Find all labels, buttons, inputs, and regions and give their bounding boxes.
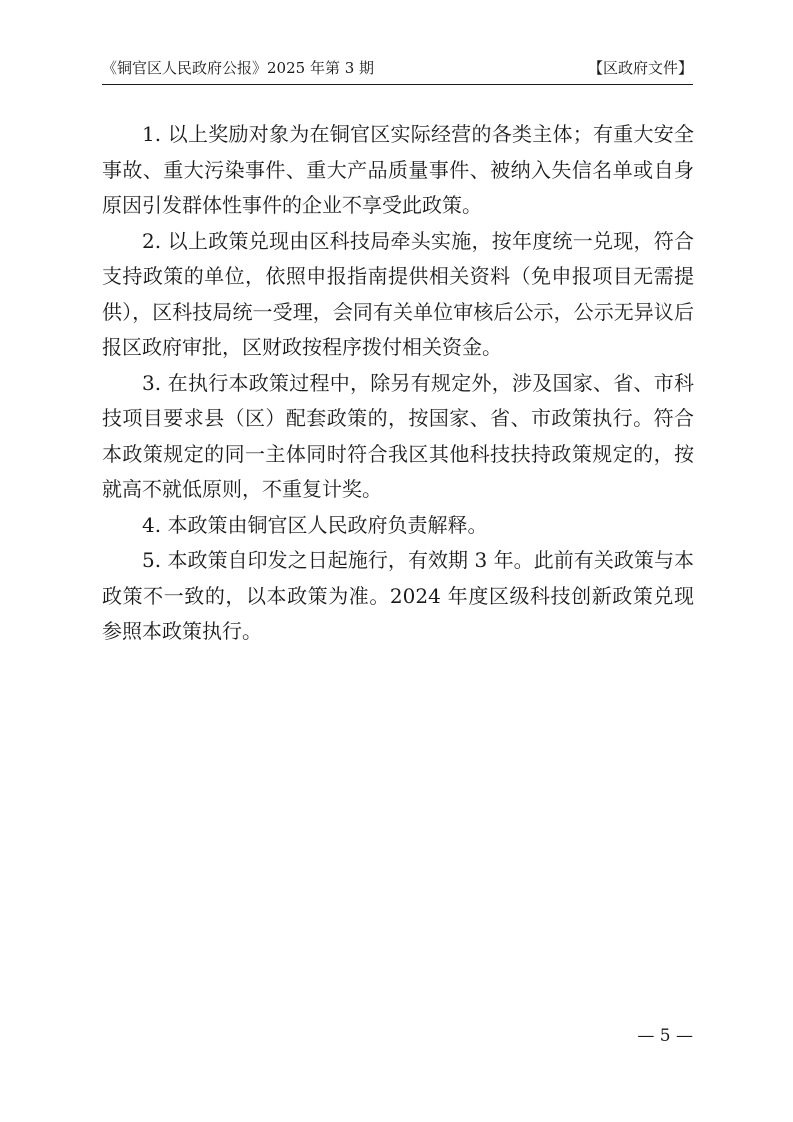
document-body — [102, 117, 694, 650]
paragraph-5: 5. 本政策自印发之日起施行，有效期 3 年。此前有关政策与本政策不一致的，以本政策为准。2024 年度区级科技创新政策兑现参照本政策执行。 — [102, 548, 694, 643]
paragraph-4: 4. 本政策由铜官区人民政府负责解释。 — [142, 512, 488, 537]
header-divider — [102, 84, 693, 85]
publication-title: 《铜官区人民政府公报》2025 年第 3 期 — [102, 59, 375, 77]
page-number: — 5 — — [637, 1026, 693, 1046]
paragraph-1: 1. 以上奖励对象为在铜官区实际经营的各类主体；有重大安全事故、重大污染事件、重大产品质量事件、被纳入失信名单或自身原因引发群体性事件的企业不享受此政策。 — [102, 122, 694, 217]
page-header — [102, 56, 693, 80]
paragraph-3: 3. 在执行本政策过程中，除另有规定外，涉及国家、省、市科技项目要求县（区）配套政策的，按国家、省、市政策执行。符合本政策规定的同一主体同时符合我区其他科技扶持政策规定的，按就高不就低原则，不重复计奖。 — [102, 370, 694, 501]
paragraph-2: 2. 以上政策兑现由区科技局牵头实施，按年度统一兑现，符合支持政策的单位，依照申报指南提供相关资料（免申报项目无需提供），区科技局统一受理，会同有关单位审核后公示，公示无异议后报区政府审批，区财政按程序拨付相关资金。 — [102, 228, 694, 359]
section-label: 【区政府文件】 — [587, 59, 693, 77]
